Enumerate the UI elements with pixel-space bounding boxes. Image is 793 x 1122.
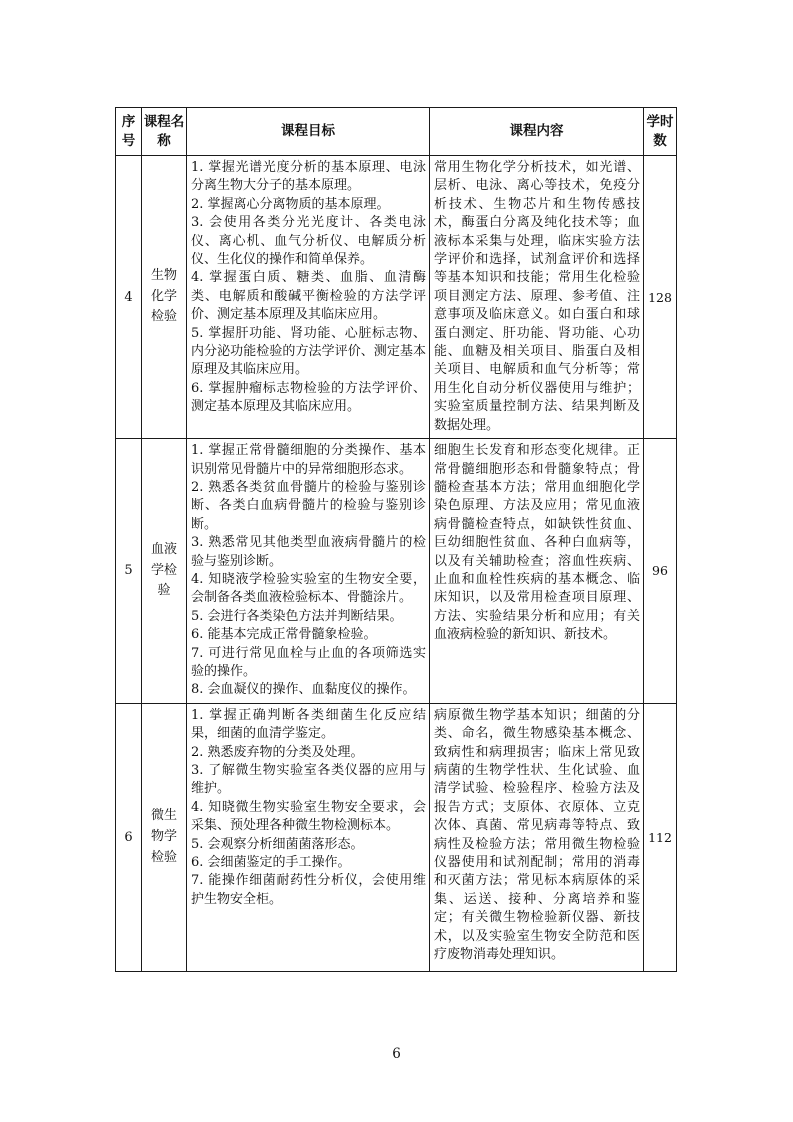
course-name: 生物化学检验 xyxy=(142,156,187,439)
objective-item: 3. 了解微生物实验室各类仪器的应用与维护。 xyxy=(191,763,426,797)
course-content: 细胞生长发育和形态变化规律。正常骨髓细胞形态和骨髓象特点；骨髓检查基本方法；常用血细胞化学染色原理、方法及应用；常见血液病骨髓检查特点，如缺铁性贫血、巨幼细胞性贫血、各种白血病等，以及有关辅助检查；溶血性疾病、止血和血栓性疾病的基本概念、临床知识，以及常用检查项目原理、方法、实验结果分析和应用；有关血液病检验的新知识、新技术。 xyxy=(430,439,644,704)
objective-item: 2. 熟悉废弃物的分类及处理。 xyxy=(191,744,364,760)
objective-item: 5. 会进行各类染色方法并判断结果。 xyxy=(191,608,403,624)
header-hours: 学时数 xyxy=(644,108,677,156)
objective-item: 4. 知晓液学检验实验室的生物安全要，会制备各类血液检验标本、骨髓涂片。 xyxy=(191,571,426,606)
objective-item: 5. 会观察分析细菌菌落形态。 xyxy=(191,836,364,852)
header-objectives: 课程目标 xyxy=(187,108,430,156)
table-header-row xyxy=(116,108,677,156)
objective-item: 5. 掌握肝功能、肾功能、心脏标志物、内分泌功能检验的方法学评价、测定基本原理及其临床应用。 xyxy=(191,325,426,378)
objective-item: 1. 掌握光谱光度分析的基本原理、电泳分离生物大分子的基本原理。 xyxy=(191,160,426,194)
course-table xyxy=(115,107,677,972)
course-content: 病原微生物学基本知识；细菌的分类、命名，微生物感染基本概念、致病性和病理损害；临床上常见致病菌的生物学性状、生化试验、血清学试验、检验程序、检验方法及报告方式；支原体、衣原体、立克次体、真菌、常见病毒等特点、致病性及检验方法；常用微生物检验仪器使用和试剂配制；常用的消毒和灭菌方法；常见标本病原体的采集、运送、接种、分离培养和鉴定；有关微生物检验新仪器、新技术，以及实验室生物安全防范和医疗废物消毒处理知识。 xyxy=(430,703,644,971)
row-number: 6 xyxy=(116,703,142,971)
objective-item: 6. 能基本完成正常骨髓象检验。 xyxy=(191,627,377,643)
course-hours: 112 xyxy=(644,703,677,971)
header-content: 课程内容 xyxy=(430,108,644,156)
table-row xyxy=(116,156,677,439)
header-course-name: 课程名称 xyxy=(142,108,187,156)
objective-item: 4. 知晓微生物实验室生物安全要求，会采集、预处理各种微生物检测标本。 xyxy=(191,799,426,834)
objective-item: 6. 会细菌鉴定的手工操作。 xyxy=(191,855,351,871)
objective-item: 1. 掌握正常骨髓细胞的分类操作、基本识别常见骨髓片中的异常细胞形态求。 xyxy=(191,443,426,477)
course-hours: 128 xyxy=(644,156,677,439)
objective-item: 1. 掌握正确判断各类细菌生化反应结果，细菌的血清学鉴定。 xyxy=(191,707,426,742)
objective-item: 8. 会血凝仪的操作、血黏度仪的操作。 xyxy=(191,682,416,698)
objective-item: 7. 可进行常见血栓与止血的各项筛选实验的操作。 xyxy=(191,645,426,679)
objective-item: 7. 能操作细菌耐药性分析仪，会使用维护生物安全柜。 xyxy=(191,873,426,907)
objective-item: 3. 会使用各类分光光度计、各类电泳仪、离心机、血气分析仪、电解质分析仪、生化仪的操作和简单保养。 xyxy=(191,215,426,268)
course-hours: 96 xyxy=(644,439,677,704)
course-objectives xyxy=(187,156,430,439)
objective-item: 2. 熟悉各类贫血骨髓片的检验与鉴别诊断、各类白血病骨髓片的检验与鉴别诊断。 xyxy=(191,479,426,532)
table-row xyxy=(116,439,677,704)
course-name: 血液学检验 xyxy=(142,439,187,704)
objective-item: 6. 掌握肿瘤标志物检验的方法学评价、测定基本原理及其临床应用。 xyxy=(191,380,426,415)
objective-item: 2. 掌握离心分离物质的基本原理。 xyxy=(191,196,390,212)
course-objectives xyxy=(187,703,430,971)
table-row xyxy=(116,703,677,971)
page-number: 6 xyxy=(392,1046,401,1062)
course-name: 微生物学检验 xyxy=(142,703,187,971)
row-number: 5 xyxy=(116,439,142,704)
row-number: 4 xyxy=(116,156,142,439)
objective-item: 4. 掌握蛋白质、糖类、血脂、血清酶类、电解质和酸碱平衡检验的方法学评价、测定基本原理及其临床应用。 xyxy=(191,270,426,323)
header-no: 序号 xyxy=(116,108,142,156)
objective-item: 3. 熟悉常见其他类型血液病骨髓片的检验与鉴别诊断。 xyxy=(191,535,426,569)
course-content: 常用生物化学分析技术，如光谱、层析、电泳、离心等技术，免疫分析技术、生物芯片和生物传感技术，酶蛋白分离及纯化技术等；血液标本采集与处理，临床实验方法学评价和选择，试剂盒评价和选择等基本知识和技能；常用生化检验项目测定方法、原理、参考值、注意事项及临床意义。如白蛋白和球蛋白测定、肝功能、肾功能、心功能、血糖及相关项目、脂蛋白及相关项目、电解质和血气分析等；常用生化自动分析仪器使用与维护；实验室质量控制方法、结果判断及数据处理。 xyxy=(430,156,644,439)
course-objectives xyxy=(187,439,430,704)
